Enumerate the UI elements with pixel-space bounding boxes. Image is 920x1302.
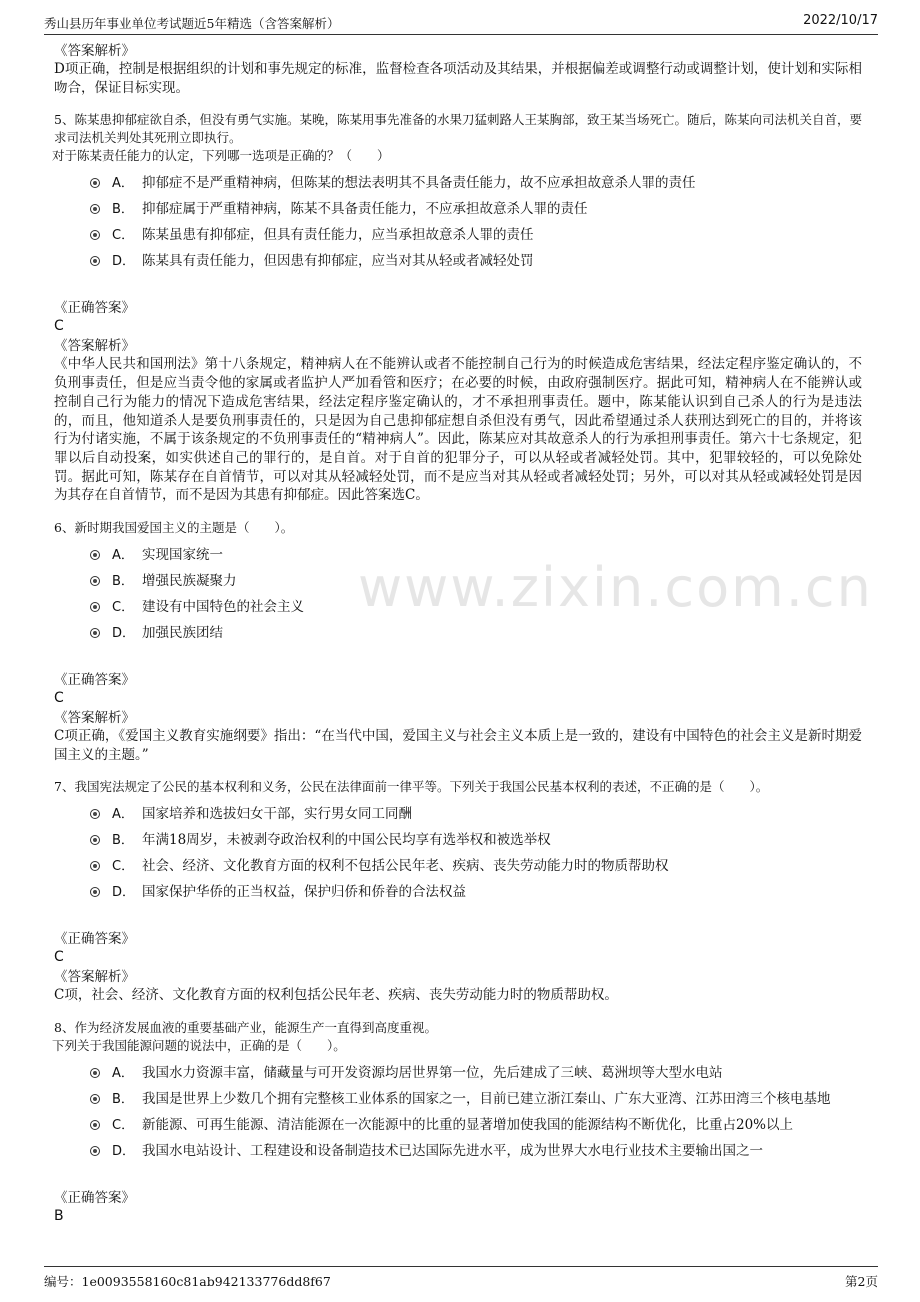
option-a[interactable]: A． 国家培养和选拔妇女干部，实行男女同工同酬 [54,804,862,825]
option-b[interactable]: B． 增强民族凝聚力 [54,571,862,592]
analysis-label: 《答案解析》 [54,710,135,727]
document-serial: 编号：1e0093558160c81ab942133776dd8f67 [44,1274,331,1289]
analysis-text: 《中华人民共和国刑法》第十八条规定，精神病人在不能辨认或者不能控制自己行为的时候造成危害结果，经法定程序鉴定确认的，不负刑事责任，但是应当责令他的家属或者监护人严加看管和医疗；在必要的时候，由政府强制医疗。据此可知，精神病人在不能辨认或控制自己行为能力的情况下造成危害结果，经法定程序鉴定确认的，才不承担刑事责任。题中，陈某能认识到自己杀人的行为是违法的，而且，他知道杀人是要负刑事责任的，只是因为自己患抑郁症想自杀但没有勇气，因此希望通过杀人获刑达到死亡的目的，并将该行为付诸实施，不属于该条规定的不负刑事责任的“精神病人”。因此，陈某应对其故意杀人的行为承担刑事责任。第六十七条规定，犯罪以后自动投案，如实供述自己的罪行的，是自首。对于自首的犯罪分子，可以从轻或者减轻处罚。其中，犯罪较轻的，可以免除处罚。据此可知，陈某存在自首情节，可以对其从轻减轻处罚，而不是应当对其从轻或者减轻处罚；另外，可以对其从轻或减轻处罚是因为其存在自首情节，而不是因为其患有抑郁症。因此答案选C。 [54,356,862,504]
page-number: 第2页 [845,1274,878,1289]
radio-icon[interactable] [90,602,100,612]
option-b[interactable]: B． 我国是世界上少数几个拥有完整核工业体系的国家之一，目前已建立浙江秦山、广东大亚湾、江苏田湾三个核电基地 [54,1089,862,1110]
page-content [54,42,862,1227]
option-c[interactable]: C． 社会、经济、文化教育方面的权利不包括公民年老、疾病、丧失劳动能力时的物质帮助权 [54,856,862,877]
option-d[interactable]: D． 陈某具有责任能力，但因患有抑郁症，应当对其从轻或者减轻处罚 [54,251,862,272]
question-prompt: 对于陈某责任能力的认定，下列哪一选项是正确的？（ ） [52,148,390,164]
answer-value: B [54,1208,64,1225]
answer-value: C [54,949,64,966]
question-8 [54,1019,862,1225]
radio-icon[interactable] [90,1146,100,1156]
radio-icon[interactable] [90,1120,100,1130]
question-7 [54,778,862,1005]
radio-icon[interactable] [90,230,100,240]
document-date: 2022/10/17 [803,13,878,28]
option-list [54,545,862,644]
option-d[interactable]: D． 加强民族团结 [54,623,862,644]
radio-icon[interactable] [90,809,100,819]
analysis-text: C项正确，《爱国主义教育实施纲要》指出：“在当代中国，爱国主义与社会主义本质上是一致的，建设有中国特色的社会主义是新时期爱国主义的主题。” [54,728,862,763]
radio-icon[interactable] [90,628,100,638]
radio-icon[interactable] [90,550,100,560]
document-title: 秀山县历年事业单位考试题近5年精选（含答案解析） [44,16,340,31]
option-list [54,1063,862,1162]
answer-label: 《正确答案》 [54,300,135,317]
answer-value: C [54,318,64,335]
page-footer [44,1266,878,1291]
question-stem: 7、我国宪法规定了公民的基本权利和义务，公民在法律面前一律平等。下列关于我国公民基本权利的表述，不正确的是（ ）。 [54,779,769,795]
radio-icon[interactable] [90,256,100,266]
radio-icon[interactable] [90,178,100,188]
option-b[interactable]: B． 年满18周岁，未被剥夺政治权利的中国公民均享有选举权和被选举权 [54,830,862,851]
question-stem: 5、陈某患抑郁症欲自杀，但没有勇气实施。某晚，陈某用事先准备的水果刀猛刺路人王某胸部，致王某当场死亡。随后，陈某向司法机关自首，要求司法机关判处其死刑立即执行。 [54,112,862,146]
radio-icon[interactable] [90,835,100,845]
answer-label: 《正确答案》 [54,931,135,948]
answer-label: 《正确答案》 [54,1190,135,1207]
watermark: www.zixin.com.cn [358,556,873,619]
radio-icon[interactable] [90,1094,100,1104]
radio-icon[interactable] [90,861,100,871]
option-a[interactable]: A． 我国水力资源丰富，储藏量与可开发资源均居世界第一位，先后建成了三峡、葛洲坝等大型水电站 [54,1063,862,1084]
radio-icon[interactable] [90,576,100,586]
option-d[interactable]: D． 国家保护华侨的正当权益，保护归侨和侨眷的合法权益 [54,882,862,903]
analysis-text: D项正确，控制是根据组织的计划和事先规定的标准，监督检查各项活动及其结果，并根据偏差或调整行动或调整计划，使计划和实际相吻合，保证目标实现。 [54,61,862,96]
option-b[interactable]: B． 抑郁症属于严重精神病，陈某不具备责任能力，不应承担故意杀人罪的责任 [54,199,862,220]
analysis-label: 《答案解析》 [54,43,135,59]
radio-icon[interactable] [90,887,100,897]
answer-value: C [54,690,64,707]
option-a[interactable]: A． 实现国家统一 [54,545,862,566]
question-prompt: 下列关于我国能源问题的说法中，正确的是（ ）。 [52,1038,346,1054]
option-c[interactable]: C． 陈某虽患有抑郁症，但具有责任能力，应当承担故意杀人罪的责任 [54,225,862,246]
option-list [54,804,862,903]
radio-icon[interactable] [90,1068,100,1078]
page-header [44,12,878,35]
option-a[interactable]: A． 抑郁症不是严重精神病，但陈某的想法表明其不具备责任能力，故不应承担故意杀人罪的责任 [54,173,862,194]
question-6 [54,519,862,764]
option-c[interactable]: C． 新能源、可再生能源、清洁能源在一次能源中的比重的显著增加使我国的能源结构不断优化，比重占20%以上 [54,1115,862,1136]
question-stem: 8、作为经济发展血液的重要基础产业，能源生产一直得到高度重视。 [54,1020,437,1036]
option-d[interactable]: D． 我国水电站设计、工程建设和设备制造技术已达国际先进水平，成为世界大水电行业技术主要输出国之一 [54,1141,862,1162]
option-list [54,173,862,272]
question-stem: 6、新时期我国爱国主义的主题是（ ）。 [54,520,294,536]
analysis-label: 《答案解析》 [54,969,135,986]
analysis-text: C项，社会、经济、文化教育方面的权利包括公民年老、疾病、丧失劳动能力时的物质帮助权。 [54,987,618,1004]
analysis-label: 《答案解析》 [54,338,135,355]
question-5 [54,111,862,505]
radio-icon[interactable] [90,204,100,214]
option-c[interactable]: C． 建设有中国特色的社会主义 [54,597,862,618]
answer-label: 《正确答案》 [54,672,135,689]
